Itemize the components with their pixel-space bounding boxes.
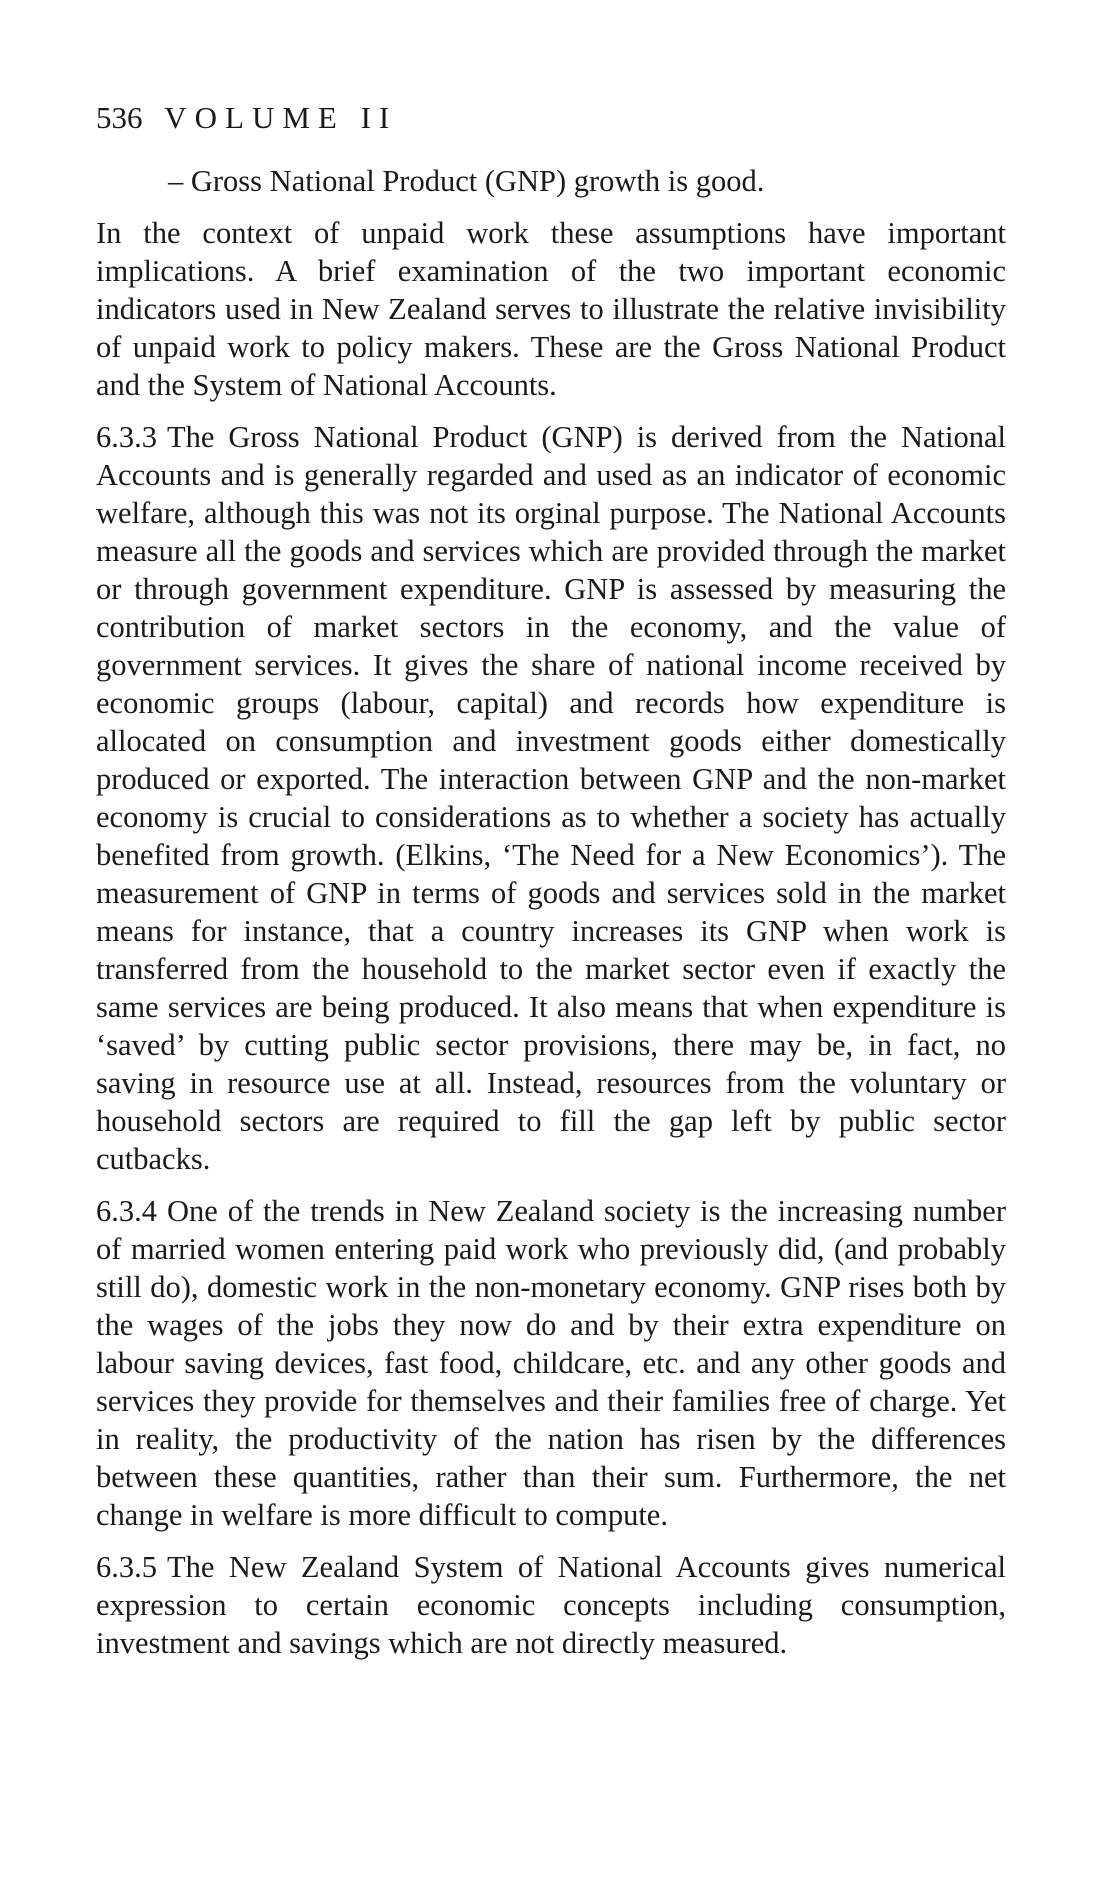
paragraph-text: One of the trends in New Zealand society is the increasing number of married women entering paid work who previously did, (and probably still do), domestic work in the non-monetary economy. GNP rises both by the wages of the jobs they now do and by their extra expenditure on labour saving devices, fast food, childcare, etc. and any other goods and services they provide for themselves and their families free of charge. Yet in reality, the productivity of the nation has risen by the differences between these quantities, rather than their sum. Furthermore, the net change in welfare is more difficult to compute. — [96, 1194, 1006, 1532]
page-number: 536 — [96, 100, 143, 135]
paragraph-intro — [96, 214, 1006, 404]
volume-label: VOLUME II — [164, 100, 398, 135]
paragraph-6-3-5 — [96, 1548, 1006, 1662]
paragraph-6-3-4 — [96, 1192, 1006, 1534]
section-number: 6.3.3 — [96, 420, 157, 454]
section-number: 6.3.4 — [96, 1194, 157, 1228]
paragraph-text: The Gross National Product (GNP) is derived from the National Accounts and is generally regarded and used as an indicator of economic welfare, although this was not its orginal purpose. The National Accounts measure all the goods and services which are provided through the market or through government expenditure. GNP is assessed by measuring the contribution of market sectors in the economy, and the value of government services. It gives the share of national income received by economic groups (labour, capital) and records how expenditure is allocated on consumption and investment goods either domestically produced or exported. The interaction between GNP and the non-market economy is crucial to considerations as to whether a society has actually benefited from growth. (Elkins, ‘The Need for a New Economics’). The measurement of GNP in terms of goods and services sold in the market means for instance, that a country increases its GNP when work is transferred from the household to the market sector even if exactly the same services are being produced. It also means that when expenditure is ‘saved’ by cutting public sector provisions, there may be, in fact, no saving in resource use at all. Instead, resources from the voluntary or household sectors are required to fill the gap left by public sector cutbacks. — [96, 420, 1006, 1176]
paragraph-6-3-3 — [96, 418, 1006, 1178]
paragraph-text: The New Zealand System of National Accounts gives numerical expression to certain economic concepts including consumption, investment and savings which are not directly measured. — [96, 1550, 1006, 1660]
paragraph-text: In the context of unpaid work these assumptions have important implications. A brief examination of the two important economic indicators used in New Zealand serves to illustrate the relative invisibility of unpaid work to policy makers. These are the Gross National Product and the System of National Accounts. — [96, 216, 1006, 402]
assumption-list-item: – Gross National Product (GNP) growth is good. — [168, 164, 765, 198]
running-head — [96, 100, 1006, 136]
page — [96, 100, 1006, 1676]
section-number: 6.3.5 — [96, 1550, 157, 1584]
